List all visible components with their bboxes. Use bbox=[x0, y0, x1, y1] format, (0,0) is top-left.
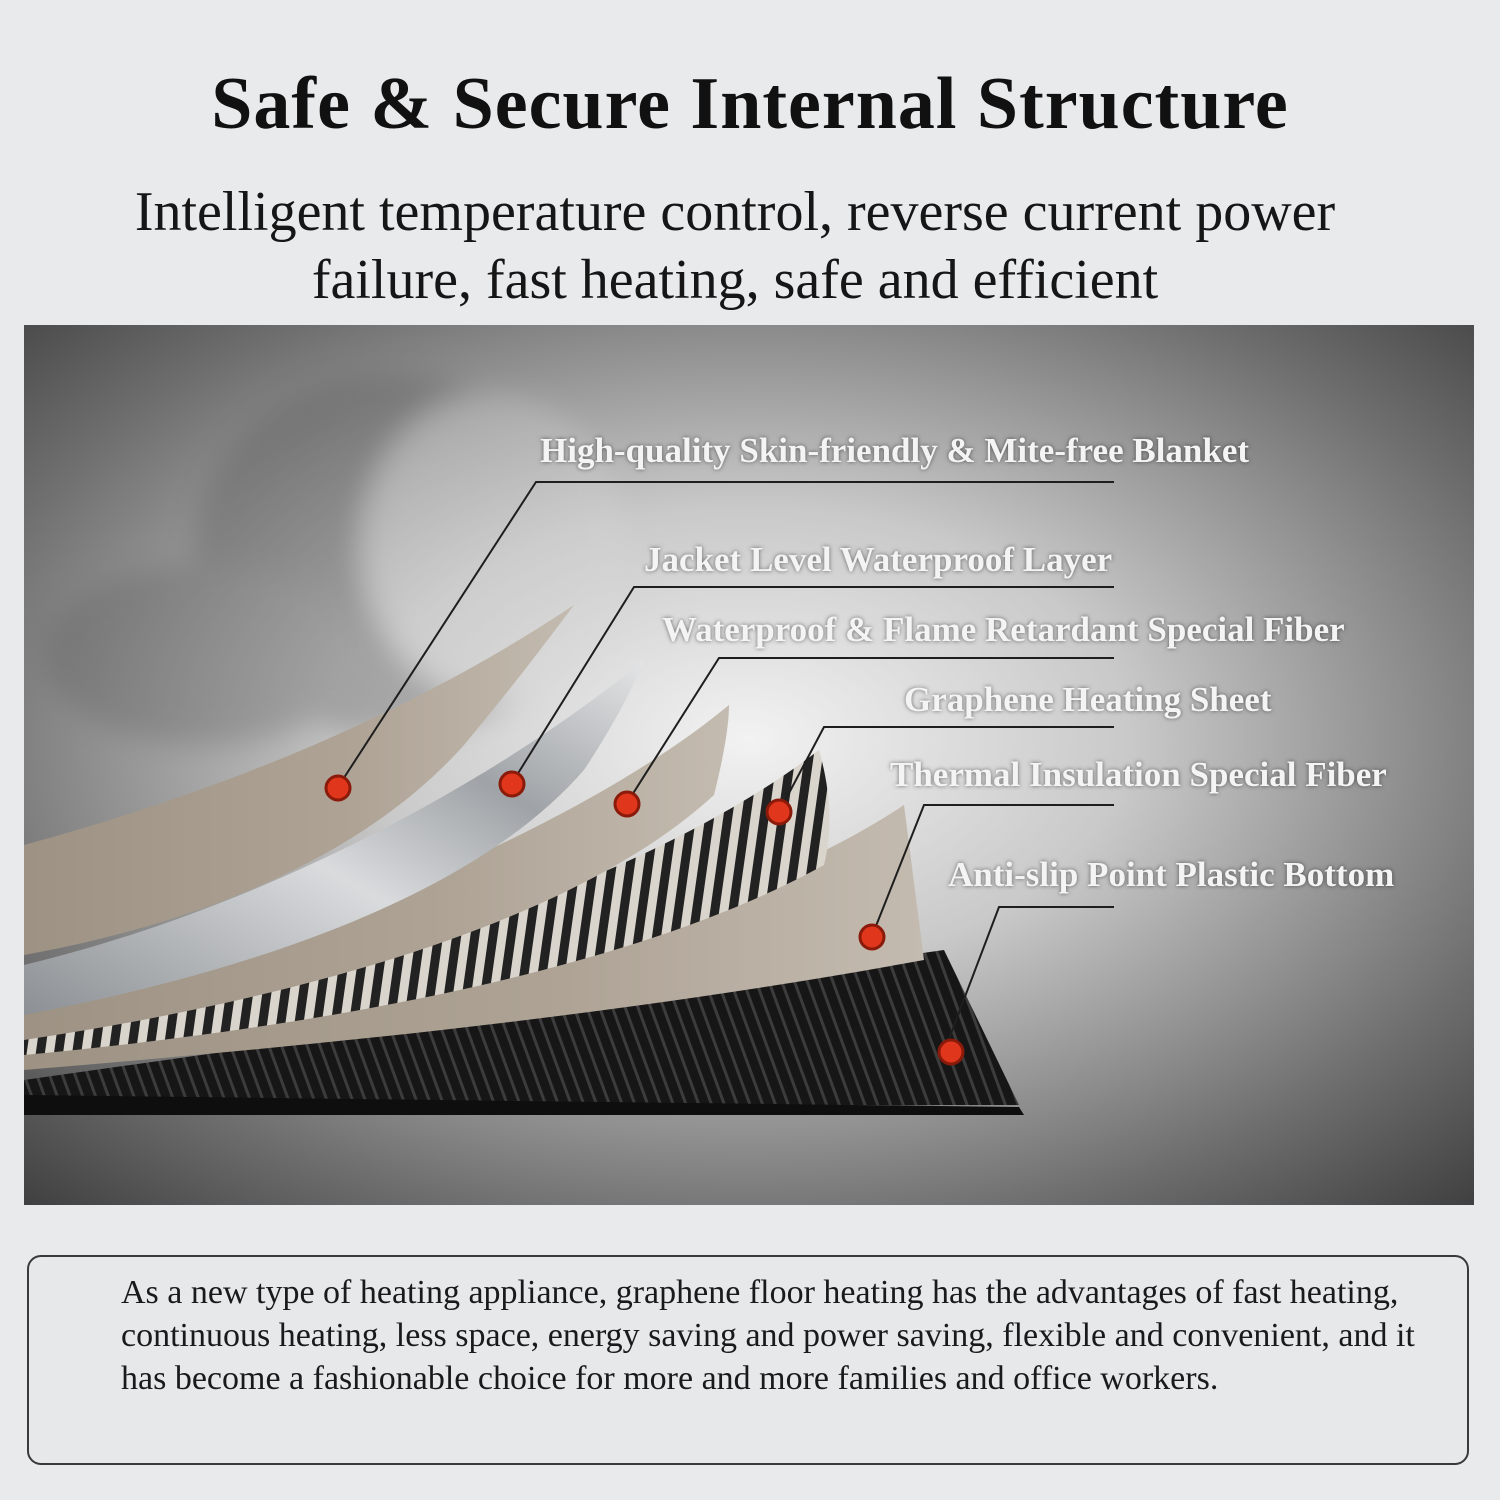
page-subtitle: Intelligent temperature control, reverse current power failure, fast heating, safe and efficient bbox=[134, 181, 1336, 311]
marker-anti-slip bbox=[939, 1040, 963, 1064]
callout-blanket: High-quality Skin-friendly & Mite-free Blanket bbox=[540, 431, 1250, 470]
marker-blanket bbox=[326, 776, 350, 800]
callout-graphene-sheet: Graphene Heating Sheet bbox=[904, 680, 1272, 719]
page-title: Safe & Secure Internal Structure bbox=[211, 63, 1289, 145]
callout-waterproof-layer: Jacket Level Waterproof Layer bbox=[644, 540, 1113, 579]
layer-diagram-panel bbox=[24, 325, 1474, 1205]
marker-thermal-insulation bbox=[860, 925, 884, 949]
marker-graphene bbox=[767, 800, 791, 824]
callout-thermal-insulation: Thermal Insulation Special Fiber bbox=[890, 755, 1387, 794]
description-box bbox=[27, 1255, 1469, 1465]
callout-anti-slip-bottom: Anti-slip Point Plastic Bottom bbox=[948, 855, 1395, 894]
description-text: As a new type of heating appliance, graphene floor heating has the advantages of fast heating, continuous heating, less space, energy saving and power saving, flexible and convenient, and it has become a fashionable choice for more and more families and office workers. bbox=[121, 1274, 1415, 1397]
callout-flame-retardant-fiber: Waterproof & Flame Retardant Special Fiber bbox=[662, 610, 1345, 649]
marker-waterproof bbox=[500, 772, 524, 796]
marker-flame-retardant bbox=[615, 792, 639, 816]
